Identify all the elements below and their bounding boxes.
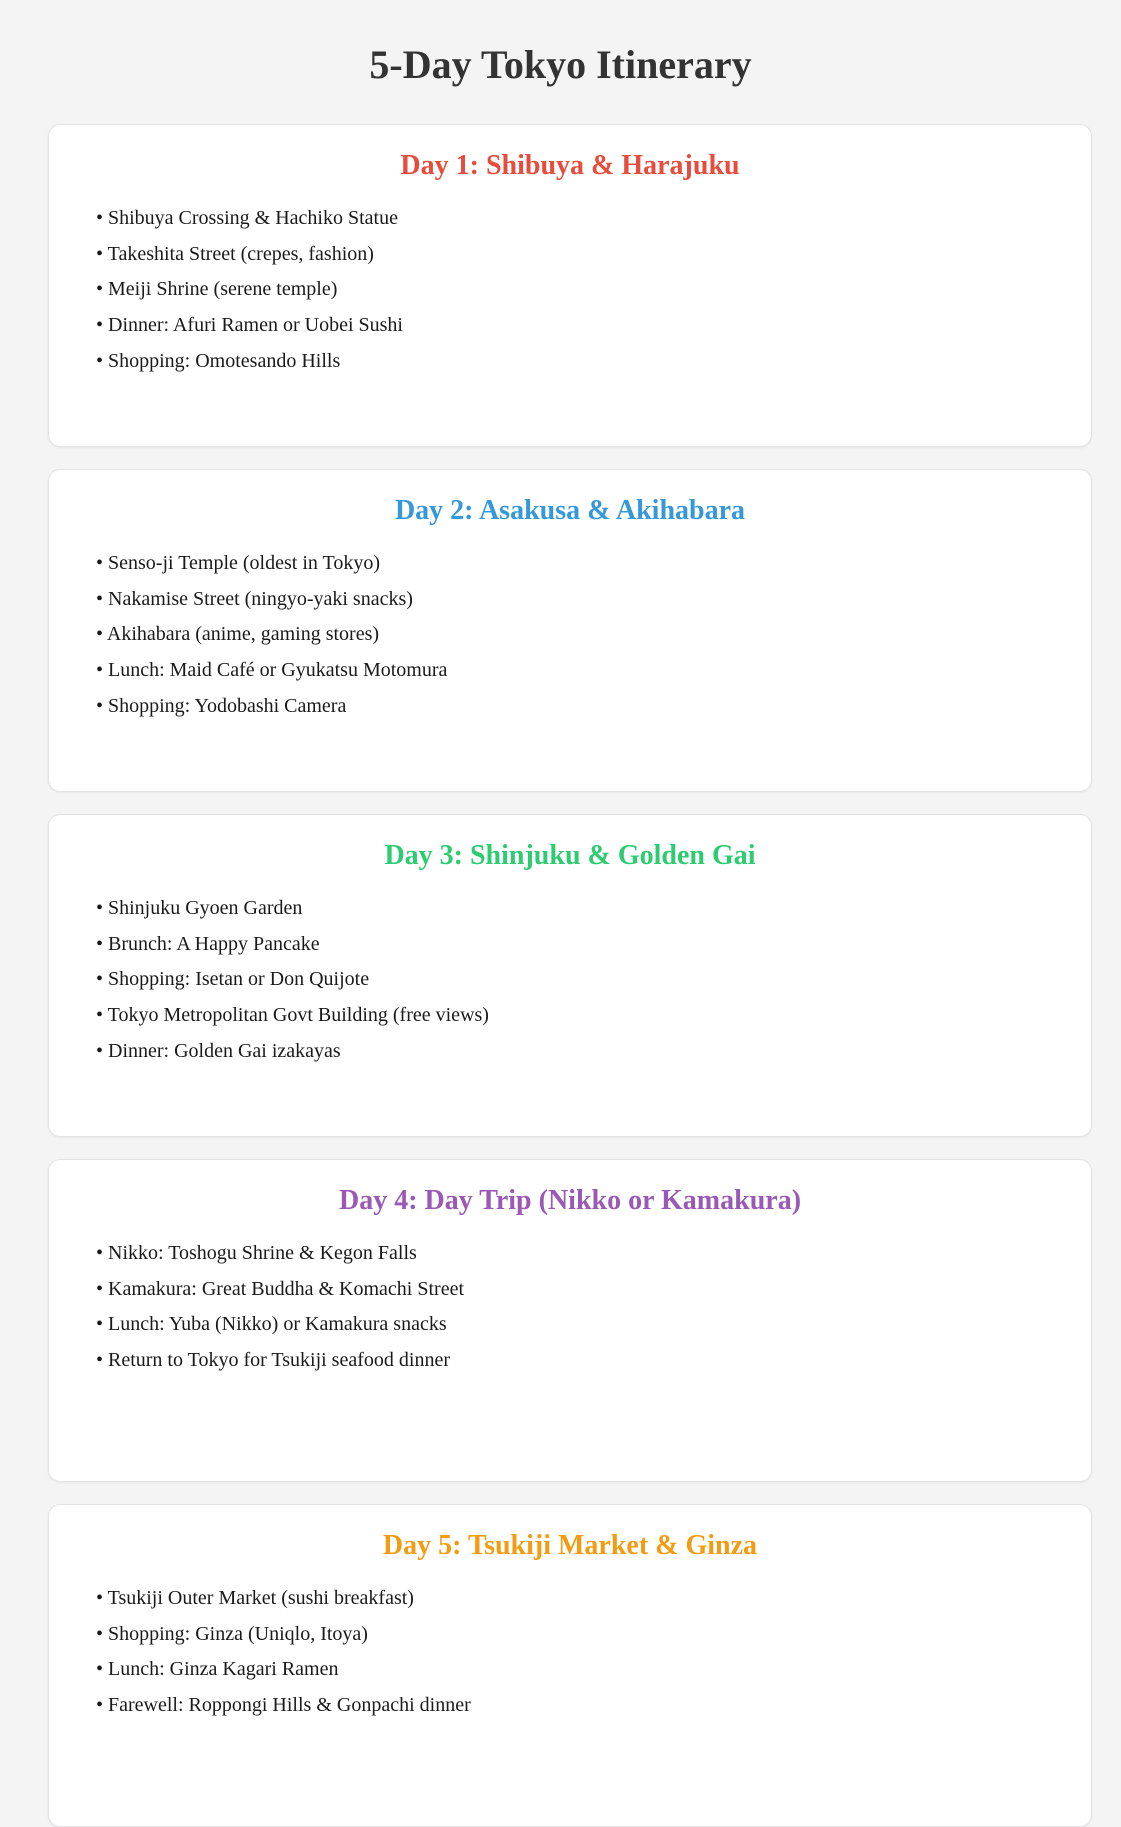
itinerary-item: • Tsukiji Outer Market (sushi breakfast) bbox=[96, 1587, 414, 1610]
day-heading: Day 1: Shibuya & Harajuku bbox=[400, 150, 740, 181]
itinerary-item: • Meiji Shrine (serene temple) bbox=[96, 278, 338, 301]
itinerary-item: • Lunch: Maid Café or Gyukatsu Motomura bbox=[96, 658, 448, 681]
itinerary-item: • Lunch: Yuba (Nikko) or Kamakura snacks bbox=[96, 1313, 447, 1336]
day-heading: Day 3: Shinjuku & Golden Gai bbox=[384, 840, 756, 871]
page-title: 5-Day Tokyo Itinerary bbox=[369, 42, 752, 87]
itinerary-item: • Tokyo Metropolitan Govt Building (free views) bbox=[96, 1003, 489, 1026]
itinerary-item: • Shopping: Ginza (Uniqlo, Itoya) bbox=[96, 1622, 368, 1645]
itinerary-item: • Dinner: Afuri Ramen or Uobei Sushi bbox=[96, 313, 403, 336]
itinerary-item: • Shibuya Crossing & Hachiko Statue bbox=[96, 207, 398, 230]
day-card bbox=[48, 1159, 1092, 1482]
itinerary-item: • Shopping: Isetan or Don Quijote bbox=[96, 968, 370, 991]
itinerary-item: • Akihabara (anime, gaming stores) bbox=[96, 623, 380, 646]
itinerary-item: • Nakamise Street (ningyo-yaki snacks) bbox=[96, 587, 413, 610]
day-card bbox=[48, 469, 1092, 792]
itinerary-item: • Shopping: Yodobashi Camera bbox=[96, 694, 347, 717]
day-heading: Day 5: Tsukiji Market & Ginza bbox=[382, 1530, 758, 1561]
itinerary-item: • Nikko: Toshogu Shrine & Kegon Falls bbox=[96, 1242, 417, 1265]
day-items bbox=[89, 1242, 1051, 1372]
day-items bbox=[89, 1587, 1051, 1717]
itinerary-item: • Lunch: Ginza Kagari Ramen bbox=[96, 1658, 339, 1681]
itinerary-item: • Shopping: Omotesando Hills bbox=[96, 349, 341, 372]
itinerary-item: • Shinjuku Gyoen Garden bbox=[96, 897, 303, 920]
day-items bbox=[89, 897, 1051, 1063]
itinerary-item: • Takeshita Street (crepes, fashion) bbox=[96, 242, 374, 265]
itinerary-item: • Dinner: Golden Gai izakayas bbox=[96, 1039, 341, 1062]
itinerary-item: • Farewell: Roppongi Hills & Gonpachi dinner bbox=[96, 1693, 471, 1716]
itinerary-item: • Brunch: A Happy Pancake bbox=[96, 932, 320, 955]
itinerary-list bbox=[48, 124, 1092, 1827]
itinerary-item: • Return to Tokyo for Tsukiji seafood dinner bbox=[96, 1348, 450, 1371]
day-items bbox=[89, 207, 1051, 373]
itinerary-item: • Kamakura: Great Buddha & Komachi Street bbox=[96, 1277, 464, 1300]
day-heading: Day 2: Asakusa & Akihabara bbox=[394, 495, 746, 526]
day-card bbox=[48, 124, 1092, 447]
day-card bbox=[48, 1504, 1092, 1827]
day-card bbox=[48, 814, 1092, 1137]
day-items bbox=[89, 552, 1051, 718]
day-heading: Day 4: Day Trip (Nikko or Kamakura) bbox=[338, 1185, 802, 1216]
itinerary-item: • Senso-ji Temple (oldest in Tokyo) bbox=[96, 552, 380, 575]
